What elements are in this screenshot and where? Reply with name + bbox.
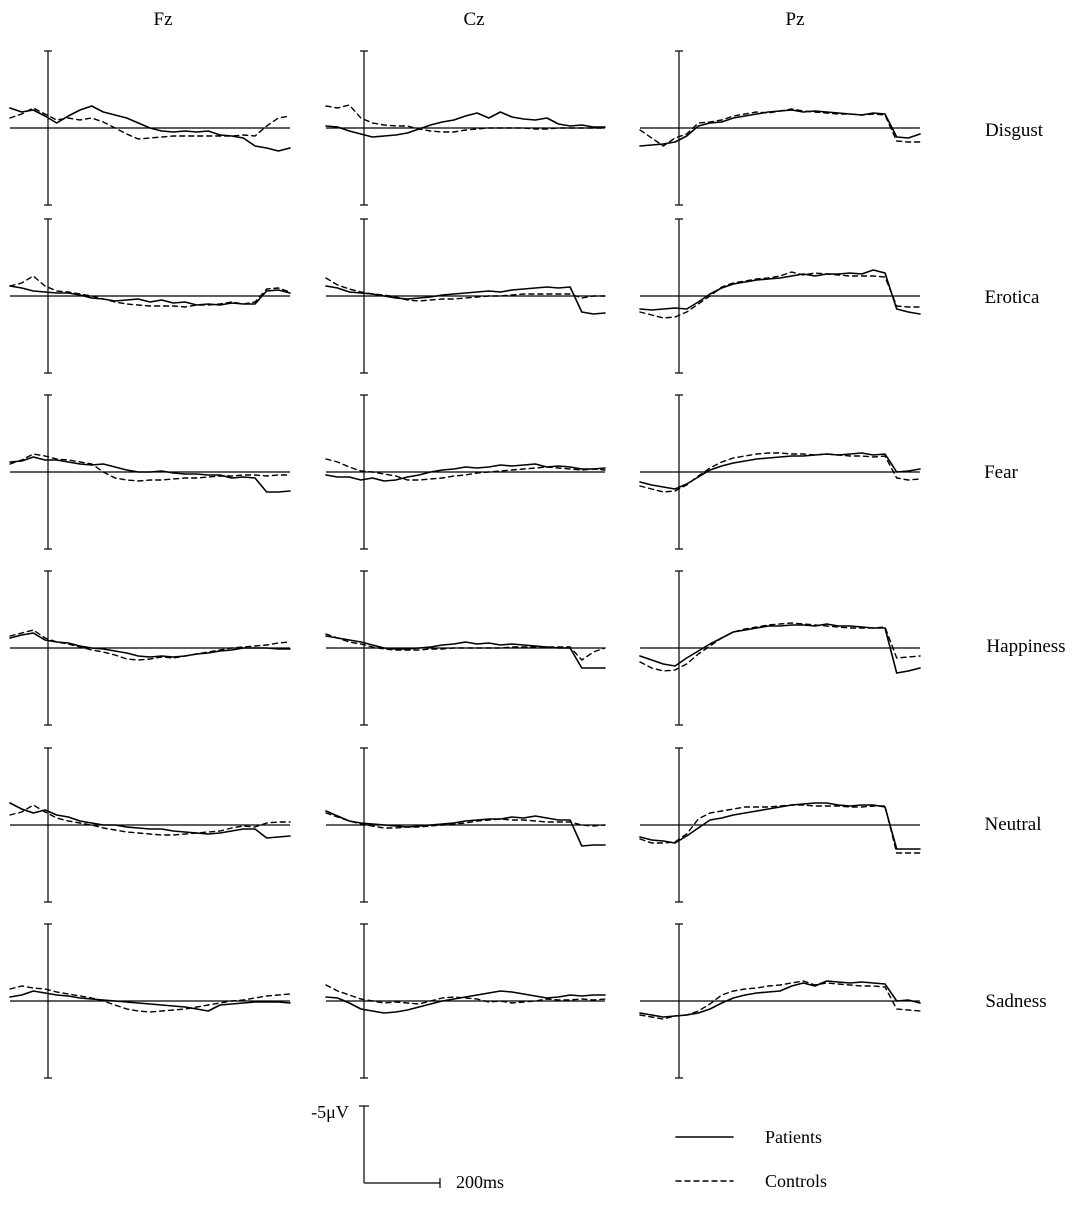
column-header-pz: Pz [785, 9, 805, 30]
waveform-cz-disgust-patients [326, 112, 605, 137]
waveform-fz-happiness-patients [10, 633, 290, 657]
row-label-erotica: Erotica [984, 287, 1040, 308]
waveform-cz-sadness-patients [326, 991, 605, 1013]
waveform-cz-erotica-patients [326, 286, 605, 314]
waveform-pz-erotica-patients [640, 270, 920, 314]
waveform-fz-sadness-controls [10, 986, 290, 1012]
scale-bar [311, 1102, 504, 1192]
legend-label-controls: Controls [765, 1171, 828, 1191]
waveform-fz-disgust-controls [10, 108, 290, 139]
waveform-fz-happiness-controls [10, 630, 290, 660]
waveform-pz-happiness-controls [640, 623, 920, 671]
waveform-pz-neutral-controls [640, 805, 920, 853]
legend [676, 1127, 827, 1191]
waveform-cz-erotica-controls [326, 278, 605, 301]
waveform-pz-neutral-patients [640, 803, 920, 849]
scale-bar-amplitude-label: -5μV [311, 1102, 349, 1122]
waveform-cz-fear-controls [326, 459, 605, 480]
waveform-cz-neutral-patients [326, 811, 605, 846]
waveform-fz-neutral-patients [10, 803, 290, 838]
row-label-fear: Fear [984, 462, 1018, 483]
column-header-fz: Fz [153, 9, 173, 30]
erp-panels [10, 51, 920, 1078]
column-header-cz: Cz [463, 9, 485, 30]
legend-label-patients: Patients [765, 1127, 822, 1147]
row-label-disgust: Disgust [984, 120, 1044, 141]
waveform-pz-sadness-controls [640, 981, 920, 1019]
row-label-sadness: Sadness [985, 991, 1047, 1012]
row-label-neutral: Neutral [984, 814, 1042, 835]
row-label-happiness: Happiness [986, 636, 1066, 657]
waveform-fz-neutral-controls [10, 805, 290, 835]
scale-bar-time-label: 200ms [455, 1172, 505, 1192]
waveform-cz-happiness-controls [326, 634, 605, 660]
waveform-pz-erotica-controls [640, 272, 920, 318]
waveform-pz-fear-patients [640, 453, 920, 489]
waveform-cz-happiness-patients [326, 636, 605, 668]
